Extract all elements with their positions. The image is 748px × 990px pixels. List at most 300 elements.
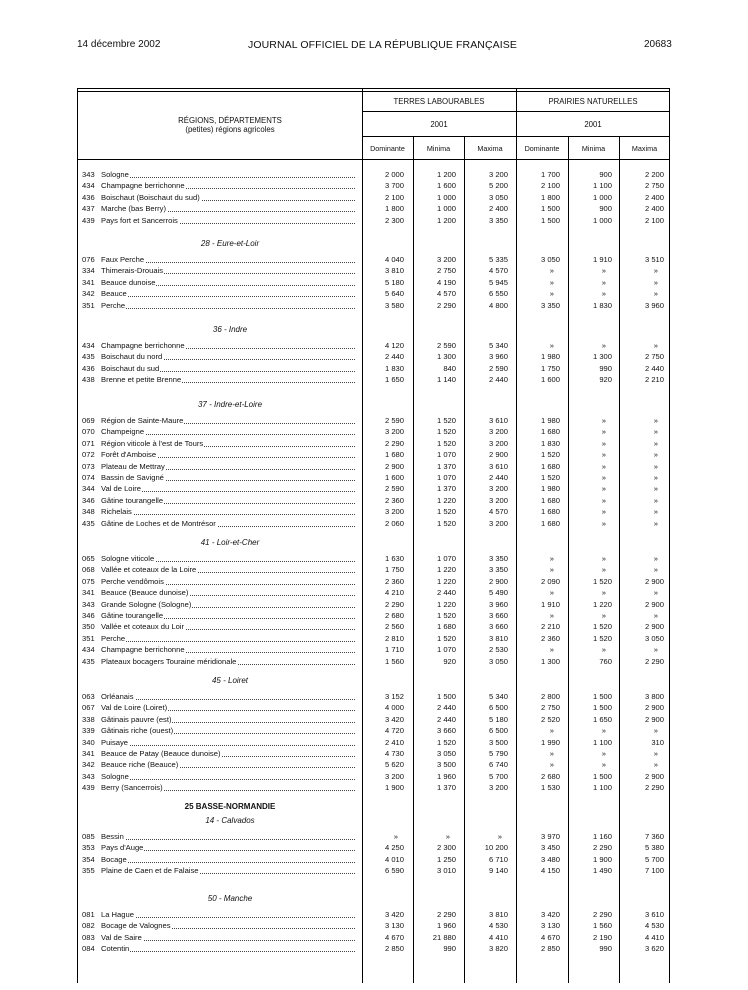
cell-value: 1 520 xyxy=(436,611,456,620)
cell-value: 920 xyxy=(599,375,612,385)
cell-value: » xyxy=(549,645,554,655)
region-code: 355 xyxy=(82,866,95,876)
region-code: 342 xyxy=(82,760,95,770)
cell-value: » xyxy=(653,473,658,482)
region-name: Gâtine tourangelle xyxy=(101,611,164,620)
region-code: 346 xyxy=(82,611,95,620)
table-row xyxy=(0,944,748,954)
cell-value: 1 700 xyxy=(540,170,560,179)
region-name: Val de Saire xyxy=(101,932,142,942)
region-name: Plaine de Caen et de Falaise xyxy=(101,866,199,876)
cell-value: 2 290 xyxy=(384,438,404,448)
cell-value: 1 000 xyxy=(592,192,612,202)
cell-value: 1 960 xyxy=(436,771,456,781)
region-name: Bocage de Valognes xyxy=(101,921,171,931)
cell-value: » xyxy=(549,726,554,736)
cell-value: » xyxy=(549,749,554,758)
region-code: 081 xyxy=(82,910,95,919)
cell-value: 3 620 xyxy=(644,944,664,954)
region-code: 435 xyxy=(82,656,95,666)
leader-dots xyxy=(101,308,355,309)
region-name: Boischaut du nord xyxy=(101,352,163,362)
cell-value: 1 520 xyxy=(436,416,456,425)
region-name: Vallée et coteaux du Loir xyxy=(101,622,185,632)
region-name: La Hague xyxy=(101,910,134,919)
cell-value: 3 130 xyxy=(384,921,404,931)
cell-value: 1 070 xyxy=(436,473,456,482)
cell-value: 1 520 xyxy=(436,633,456,643)
region-code: 071 xyxy=(82,438,95,448)
cell-value: » xyxy=(549,266,554,276)
cell-value: 4 800 xyxy=(488,300,508,310)
cell-value: 3 510 xyxy=(644,255,664,264)
cell-value: 2 210 xyxy=(540,622,560,632)
region-name: Champagne berrichonne xyxy=(101,645,185,655)
cell-value: » xyxy=(549,565,554,575)
cell-value: 6 500 xyxy=(488,726,508,736)
region-name: Bessin xyxy=(101,832,124,841)
region-code: 075 xyxy=(82,576,95,586)
cell-value: 3 700 xyxy=(384,181,404,191)
table-row xyxy=(0,749,748,759)
cell-value: 1 990 xyxy=(540,737,560,747)
cell-value: 2 900 xyxy=(644,703,664,713)
cell-value: 1 830 xyxy=(384,363,404,373)
cell-value: » xyxy=(653,611,658,620)
region-code: 350 xyxy=(82,622,95,632)
cell-value: » xyxy=(653,427,658,437)
cell-value: » xyxy=(601,588,606,598)
cell-value: 3 580 xyxy=(384,300,404,310)
cell-value: 1 520 xyxy=(436,737,456,747)
region-code: 436 xyxy=(82,192,95,202)
cell-value: 2 060 xyxy=(384,518,404,528)
table-row xyxy=(0,738,748,748)
cell-value: 1 000 xyxy=(436,204,456,214)
cell-value: 3 660 xyxy=(436,726,456,736)
region-name: Pays d'Auge xyxy=(101,843,144,853)
region-name: Berry (Sancerrois) xyxy=(101,783,163,793)
cell-value: » xyxy=(653,484,658,494)
table-row xyxy=(0,170,748,180)
cell-value: 1 100 xyxy=(592,181,612,191)
cell-value: 1 680 xyxy=(540,518,560,528)
region-code: 082 xyxy=(82,921,95,931)
cell-value: 900 xyxy=(599,170,612,179)
cell-value: » xyxy=(601,289,606,299)
cell-value: 2 590 xyxy=(384,416,404,425)
cell-value: 2 850 xyxy=(384,944,404,954)
cell-value: 2 530 xyxy=(488,645,508,655)
cell-value: 4 150 xyxy=(540,866,560,876)
cell-value: 4 670 xyxy=(540,932,560,942)
cell-value: 5 620 xyxy=(384,760,404,770)
cell-value: 3 050 xyxy=(644,633,664,643)
cell-value: 3 152 xyxy=(384,692,404,701)
cell-value: 5 945 xyxy=(488,277,508,287)
region-code: 439 xyxy=(82,215,95,225)
cell-value: 3 960 xyxy=(644,300,664,310)
table-row xyxy=(0,600,748,610)
cell-value: 2 100 xyxy=(384,192,404,202)
cell-value: 2 300 xyxy=(384,215,404,225)
cell-value: 2 300 xyxy=(436,843,456,853)
region-name: Bocage xyxy=(101,854,127,864)
cell-value: » xyxy=(653,749,658,758)
cell-value: 3 200 xyxy=(488,438,508,448)
region-code: 341 xyxy=(82,588,95,598)
cell-value: » xyxy=(601,749,606,758)
cell-value: 1 630 xyxy=(384,554,404,563)
table-row xyxy=(0,577,748,587)
header-title: JOURNAL OFFICIEL DE LA RÉPUBLIQUE FRANÇAISE xyxy=(248,39,517,51)
cell-value: 1 520 xyxy=(436,507,456,517)
cell-value: » xyxy=(601,760,606,770)
cell-value: 3 200 xyxy=(488,518,508,528)
cell-value: » xyxy=(549,588,554,598)
region-name: Beauce (Beauce dunoise) xyxy=(101,588,189,598)
cell-value: 1 520 xyxy=(592,633,612,643)
cell-value: 6 500 xyxy=(488,703,508,713)
cell-value: 1 980 xyxy=(540,416,560,425)
table-row xyxy=(0,692,748,702)
cell-value: 1 140 xyxy=(436,375,456,385)
cell-value: » xyxy=(601,611,606,620)
cell-value: 1 750 xyxy=(540,363,560,373)
header-line xyxy=(362,111,670,112)
region-name: Orléanais xyxy=(101,692,134,701)
region-code: 334 xyxy=(82,266,95,276)
cell-value: 3 050 xyxy=(436,749,456,758)
table-row xyxy=(0,588,748,598)
cell-value: 6 550 xyxy=(488,289,508,299)
cell-value: 5 700 xyxy=(644,854,664,864)
cell-value: 4 670 xyxy=(384,932,404,942)
region-name: Sologne xyxy=(101,771,129,781)
region-name: Brenne et petite Brenne xyxy=(101,375,182,385)
cell-value: 1 490 xyxy=(592,866,612,876)
region-code: 435 xyxy=(82,518,95,528)
cell-value: 1 300 xyxy=(540,656,560,666)
cell-value: » xyxy=(653,461,658,471)
cell-value: 1 520 xyxy=(436,518,456,528)
cell-value: » xyxy=(653,450,658,460)
cell-value: 2 750 xyxy=(644,352,664,362)
col-header: Dominante xyxy=(370,144,405,153)
region-code: 344 xyxy=(82,484,95,494)
year-label: 2001 xyxy=(584,120,602,129)
region-name: Champeigne xyxy=(101,427,145,437)
cell-value: 1 910 xyxy=(592,255,612,264)
region-code: 072 xyxy=(82,450,95,460)
region-name: Boischaut (Boischaut du sud) xyxy=(101,192,200,202)
cell-value: 2 200 xyxy=(644,170,664,179)
cell-value: 2 290 xyxy=(592,910,612,919)
cell-value: 1 830 xyxy=(540,438,560,448)
cell-value: 5 335 xyxy=(488,255,508,264)
cell-value: 1 500 xyxy=(592,771,612,781)
region-heading: 25 BASSE-NORMANDIE xyxy=(184,802,276,811)
region-code: 068 xyxy=(82,565,95,575)
cell-value: 10 200 xyxy=(484,843,508,853)
region-name: Gâtinais riche (ouest) xyxy=(101,726,174,736)
cell-value: 1 070 xyxy=(436,645,456,655)
cell-value: 1 370 xyxy=(436,783,456,793)
cell-value: 1 750 xyxy=(384,565,404,575)
cell-value: » xyxy=(653,518,658,528)
cell-value: 1 980 xyxy=(540,352,560,362)
cell-value: » xyxy=(653,507,658,517)
cell-value: 3 200 xyxy=(384,771,404,781)
table-row xyxy=(0,519,748,529)
cell-value: 2 560 xyxy=(384,622,404,632)
table-row xyxy=(0,715,748,725)
cell-value: 1 520 xyxy=(540,473,560,482)
table-row xyxy=(0,645,748,655)
cell-value: 1 650 xyxy=(384,375,404,385)
region-code: 438 xyxy=(82,375,95,385)
col-header: Minima xyxy=(581,144,606,153)
cell-value: 6 590 xyxy=(384,866,404,876)
region-code: 434 xyxy=(82,341,95,350)
col-header: Maxima xyxy=(477,144,503,153)
cell-value: 2 400 xyxy=(488,204,508,214)
cell-value: 3 010 xyxy=(436,866,456,876)
region-name: Gâtine de Loches et de Montrésor xyxy=(101,518,216,528)
cell-value: 4 530 xyxy=(488,921,508,931)
cell-value: 4 570 xyxy=(488,507,508,517)
cell-value: » xyxy=(549,289,554,299)
region-code: 354 xyxy=(82,854,95,864)
cell-value: » xyxy=(653,438,658,448)
region-code: 353 xyxy=(82,843,95,853)
cell-value: 3 350 xyxy=(540,300,560,310)
cell-value: 1 800 xyxy=(384,204,404,214)
department-heading: 28 - Eure-et-Loir xyxy=(200,239,260,248)
region-name: Grande Sologne (Sologne) xyxy=(101,599,192,609)
cell-value: 2 750 xyxy=(644,181,664,191)
leader-dots xyxy=(101,779,355,780)
cell-value: » xyxy=(601,507,606,517)
cell-value: 1 520 xyxy=(436,427,456,437)
cell-value: 1 200 xyxy=(436,215,456,225)
region-code: 084 xyxy=(82,944,95,954)
region-name: Cotentin xyxy=(101,944,130,954)
table-row xyxy=(0,866,748,876)
cell-value: 4 210 xyxy=(384,588,404,598)
leader-dots xyxy=(101,296,355,297)
region-code: 340 xyxy=(82,737,95,747)
table-row xyxy=(0,181,748,191)
cell-value: 3 200 xyxy=(384,427,404,437)
cell-value: 3 050 xyxy=(488,656,508,666)
cell-value: 1 000 xyxy=(592,215,612,225)
cell-value: 3 660 xyxy=(488,611,508,620)
region-code: 063 xyxy=(82,692,95,701)
department-heading: 14 - Calvados xyxy=(205,816,255,825)
cell-value: 2 900 xyxy=(488,576,508,586)
cell-value: 2 290 xyxy=(644,656,664,666)
cell-value: 3 610 xyxy=(488,461,508,471)
cell-value: 1 000 xyxy=(436,192,456,202)
table-row xyxy=(0,496,748,506)
cell-value: 3 810 xyxy=(488,910,508,919)
cell-value: 1 600 xyxy=(540,375,560,385)
cell-value: 2 360 xyxy=(540,633,560,643)
cell-value: 5 790 xyxy=(488,749,508,758)
cell-value: 3 200 xyxy=(488,170,508,179)
table-row xyxy=(0,484,748,494)
leader-dots xyxy=(101,917,355,918)
cell-value: 7 360 xyxy=(644,832,664,841)
cell-value: 1 520 xyxy=(592,576,612,586)
cell-value: 4 250 xyxy=(384,843,404,853)
cell-value: » xyxy=(601,484,606,494)
region-name: Marche (bas Berry) xyxy=(101,204,166,214)
table-row xyxy=(0,427,748,437)
cell-value: 2 440 xyxy=(384,352,404,362)
cell-value: 5 640 xyxy=(384,289,404,299)
cell-value: 1 520 xyxy=(540,450,560,460)
table-row xyxy=(0,657,748,667)
cell-value: 2 680 xyxy=(540,771,560,781)
cell-value: 3 420 xyxy=(384,910,404,919)
cell-value: 3 420 xyxy=(540,910,560,919)
cell-value: 2 440 xyxy=(488,473,508,482)
cell-value: 4 730 xyxy=(384,749,404,758)
cell-value: 6 710 xyxy=(488,854,508,864)
leader-dots xyxy=(101,699,355,700)
table-row xyxy=(0,611,748,621)
cell-value: 1 680 xyxy=(540,495,560,505)
region-name: Gâtinais pauvre (est) xyxy=(101,714,172,724)
cell-value: 1 960 xyxy=(436,921,456,931)
cell-value: » xyxy=(601,438,606,448)
region-name: Forêt d'Amboise xyxy=(101,450,157,460)
table-row xyxy=(0,352,748,362)
region-code: 434 xyxy=(82,181,95,191)
cell-value: 5 180 xyxy=(384,277,404,287)
cell-value: 1 680 xyxy=(436,622,456,632)
region-name: Champagne berrichonne xyxy=(101,181,185,191)
cell-value: 2 090 xyxy=(540,576,560,586)
cell-value: 9 140 xyxy=(488,866,508,876)
cell-value: 2 900 xyxy=(644,576,664,586)
cell-value: 1 600 xyxy=(384,473,404,482)
cell-value: 1 900 xyxy=(384,783,404,793)
cell-value: » xyxy=(653,289,658,299)
cell-value: 3 420 xyxy=(384,714,404,724)
cell-value: 3 130 xyxy=(540,921,560,931)
cell-value: 4 120 xyxy=(384,341,404,350)
cell-value: 2 290 xyxy=(644,783,664,793)
table-row xyxy=(0,634,748,644)
department-heading: 45 - Loiret xyxy=(211,676,249,685)
cell-value: 3 610 xyxy=(488,416,508,425)
cell-value: 1 900 xyxy=(592,854,612,864)
region-name: Puisaye xyxy=(101,737,129,747)
cell-value: 5 380 xyxy=(644,843,664,853)
cell-value: » xyxy=(549,277,554,287)
region-name: Région de Sainte-Maure xyxy=(101,416,184,425)
table-row xyxy=(0,289,748,299)
cell-value: » xyxy=(445,832,450,841)
cell-value: 4 000 xyxy=(384,703,404,713)
table-row xyxy=(0,439,748,449)
cell-value: 1 520 xyxy=(436,438,456,448)
cell-value: » xyxy=(601,266,606,276)
cell-value: 3 350 xyxy=(488,554,508,563)
cell-value: » xyxy=(549,611,554,620)
cell-value: » xyxy=(601,277,606,287)
cell-value: 1 220 xyxy=(592,599,612,609)
cell-value: » xyxy=(601,518,606,528)
cell-value: 21 880 xyxy=(432,932,456,942)
cell-value: 1 100 xyxy=(592,737,612,747)
col-header: Minima xyxy=(426,144,451,153)
cell-value: 3 960 xyxy=(488,352,508,362)
cell-value: 5 180 xyxy=(488,714,508,724)
cell-value: 1 500 xyxy=(592,692,612,701)
table-row xyxy=(0,301,748,311)
cell-value: 2 000 xyxy=(384,170,404,179)
cell-value: 4 570 xyxy=(488,266,508,276)
cell-value: 2 810 xyxy=(384,633,404,643)
region-name: Bassin de Savigné xyxy=(101,473,164,482)
cell-value: 2 290 xyxy=(592,843,612,853)
table-row xyxy=(0,204,748,214)
region-name: Boischaut du sud xyxy=(101,363,160,373)
cell-value: 3 200 xyxy=(488,495,508,505)
table-row xyxy=(0,921,748,931)
cell-value: 3 200 xyxy=(488,427,508,437)
cell-value: 3 610 xyxy=(644,910,664,919)
cell-value: 3 500 xyxy=(488,737,508,747)
leader-dots xyxy=(101,514,355,515)
region-name: Pays fort et Sancerrois xyxy=(101,215,178,225)
table-row xyxy=(0,375,748,385)
header-line xyxy=(362,136,670,137)
cell-value: 5 340 xyxy=(488,692,508,701)
cell-value: 3 500 xyxy=(436,760,456,770)
region-name: Plateau de Mettray xyxy=(101,461,165,471)
cell-value: » xyxy=(653,495,658,505)
group-prairies-naturelles: PRAIRIES NATURELLES xyxy=(548,97,638,106)
cell-value: 2 360 xyxy=(384,576,404,586)
region-code: 342 xyxy=(82,289,95,299)
cell-value: 2 400 xyxy=(644,192,664,202)
cell-value: 1 220 xyxy=(436,495,456,505)
region-code: 434 xyxy=(82,645,95,655)
region-code: 341 xyxy=(82,277,95,287)
cell-value: 2 290 xyxy=(436,910,456,919)
cell-value: » xyxy=(393,832,398,841)
region-code: 065 xyxy=(82,554,95,563)
region-name: Beauce de Patay (Beauce dunoise) xyxy=(101,749,221,758)
cell-value: 3 200 xyxy=(488,484,508,494)
cell-value: 4 040 xyxy=(384,255,404,264)
cell-value: » xyxy=(653,341,658,350)
cell-value: 3 200 xyxy=(488,783,508,793)
region-code: 069 xyxy=(82,416,95,425)
cell-value: 1 200 xyxy=(436,170,456,179)
region-name: Sologne viticole xyxy=(101,554,155,563)
department-heading: 37 - Indre-et-Loire xyxy=(197,400,263,409)
cell-value: 2 900 xyxy=(644,599,664,609)
cell-value: 1 250 xyxy=(436,854,456,864)
table-row xyxy=(0,462,748,472)
cell-value: 1 070 xyxy=(436,554,456,563)
